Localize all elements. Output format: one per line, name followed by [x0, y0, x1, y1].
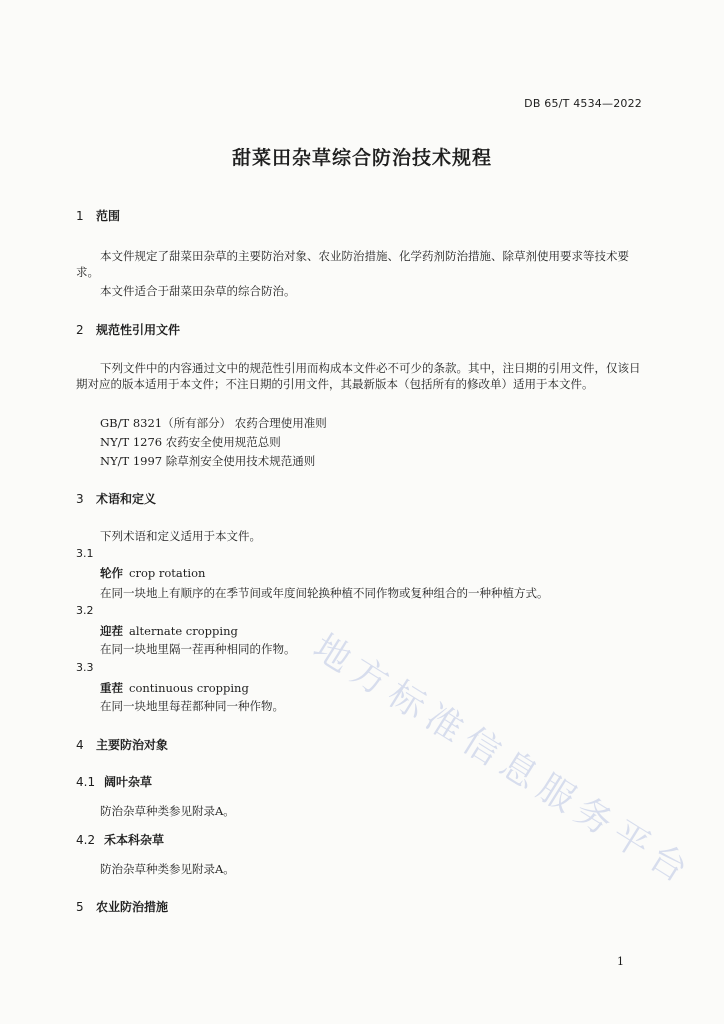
term-chinese: 迎茬 — [100, 624, 123, 638]
term-chinese: 重茬 — [100, 681, 123, 695]
subsection-number: 4.1 — [76, 775, 96, 789]
term-definition: 在同一块地里隔一茬再种相同的作物。 — [100, 642, 296, 656]
section-4-title: 主要防治对象 — [96, 738, 169, 752]
section-1-number: 1 — [76, 209, 84, 223]
subsection-heading — [76, 773, 152, 790]
section-3-number: 3 — [76, 492, 84, 506]
section-2-paragraph: 下列文件中的内容通过文中的规范性引用而构成本文件必不可少的条款。其中，注日期的引用文件，仅该日期对应的版本适用于本文件；不注日期的引用文件，其最新版本（包括所有的修改单）适用于本文件。 — [76, 361, 641, 391]
reference-item: NY/T 1276 农药安全使用规范总则 — [100, 435, 281, 449]
section-2-number: 2 — [76, 323, 84, 337]
subsection-text: 防治杂草种类参见附录A。 — [100, 862, 235, 876]
section-1-heading — [76, 207, 120, 224]
subsection-title: 阔叶杂草 — [104, 775, 153, 789]
term-name — [100, 623, 238, 639]
term-chinese: 轮作 — [100, 566, 123, 580]
watermark: 地方标准信息服务平台 — [306, 626, 701, 895]
subsection-text: 防治杂草种类参见附录A。 — [100, 804, 235, 818]
section-3-title: 术语和定义 — [96, 492, 157, 506]
term-definition: 在同一块地里每茬都种同一种作物。 — [100, 699, 284, 713]
section-1-paragraph-1: 本文件规定了甜菜田杂草的主要防治对象、农业防治措施、化学药剂防治措施、除草剂使用要求等技术要求。 — [76, 249, 629, 279]
section-1-paragraph-2: 本文件适合于甜菜田杂草的综合防治。 — [100, 284, 296, 298]
term-english: crop rotation — [129, 566, 206, 580]
term-english: continuous cropping — [129, 681, 249, 695]
term-number: 3.2 — [76, 604, 94, 617]
section-2-heading — [76, 321, 180, 338]
term-english: alternate cropping — [129, 624, 238, 638]
subsection-title: 禾本科杂草 — [104, 833, 165, 847]
section-4-heading — [76, 736, 168, 753]
document-title: 甜菜田杂草综合防治技术规程 — [231, 147, 492, 169]
term-name — [100, 680, 249, 696]
section-1-title: 范围 — [96, 209, 121, 223]
term-name — [100, 565, 205, 581]
section-5-heading — [76, 898, 168, 915]
section-5-title: 农业防治措施 — [96, 900, 169, 914]
reference-item: NY/T 1997 除草剂安全使用技术规范通则 — [100, 454, 316, 468]
term-number: 3.1 — [76, 547, 94, 560]
reference-item: GB/T 8321（所有部分） 农药合理使用准则 — [100, 416, 327, 430]
section-5-number: 5 — [76, 900, 84, 914]
subsection-heading — [76, 831, 164, 848]
term-number: 3.3 — [76, 661, 94, 674]
section-3-paragraph: 下列术语和定义适用于本文件。 — [100, 529, 261, 543]
section-2-title: 规范性引用文件 — [96, 323, 181, 337]
section-4-number: 4 — [76, 738, 84, 752]
page-number: 1 — [617, 955, 624, 968]
subsection-number: 4.2 — [76, 833, 96, 847]
term-definition: 在同一块地上有顺序的在季节间或年度间轮换种植不同作物或复种组合的一种种植方式。 — [100, 586, 549, 600]
section-3-heading — [76, 490, 156, 507]
standard-number: DB 65/T 4534—2022 — [524, 97, 642, 110]
